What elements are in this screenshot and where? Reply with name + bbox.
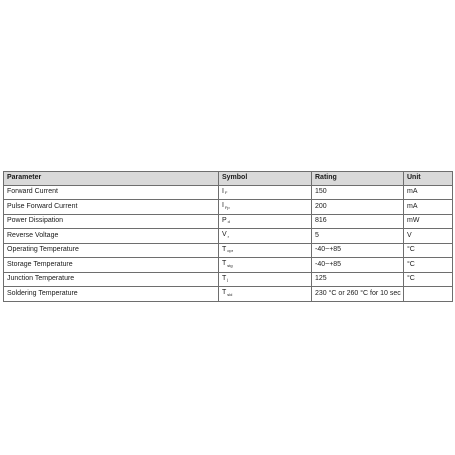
cell-unit: mW — [404, 214, 453, 229]
cell-unit: mA — [404, 185, 453, 200]
header-parameter: Parameter — [4, 172, 219, 186]
header-symbol: Symbol — [219, 172, 312, 186]
symbol-subscript: Fp — [224, 204, 230, 210]
cell-parameter: Operating Temperature — [4, 243, 219, 258]
cell-parameter: Junction Temperature — [4, 272, 219, 287]
cell-unit: V — [404, 229, 453, 244]
symbol-letter: T — [222, 245, 227, 253]
table-row — [4, 243, 453, 258]
cell-symbol — [219, 258, 312, 273]
table-row — [4, 200, 453, 215]
table-header — [4, 172, 453, 186]
symbol-letter: V — [222, 231, 227, 239]
symbol-subscript: F — [224, 190, 228, 196]
symbol-letter: T — [222, 260, 227, 268]
cell-parameter: Pulse Forward Current — [4, 200, 219, 215]
table-row — [4, 214, 453, 229]
cell-symbol — [219, 229, 312, 244]
cell-rating: 200 — [312, 200, 404, 215]
cell-rating: 125 — [312, 272, 404, 287]
symbol-subscript: d — [227, 219, 230, 225]
symbol-subscript: r — [227, 233, 230, 239]
header-row — [4, 172, 453, 186]
table-row — [4, 287, 453, 302]
cell-rating: -40~+85 — [312, 258, 404, 273]
cell-symbol — [219, 214, 312, 229]
symbol-letter: I — [222, 187, 224, 195]
cell-symbol — [219, 272, 312, 287]
cell-parameter: Forward Current — [4, 185, 219, 200]
table-row — [4, 185, 453, 200]
cell-rating: 230 °C or 260 °C for 10 sec — [312, 287, 404, 302]
header-unit: Unit — [404, 172, 453, 186]
cell-unit: °C — [404, 258, 453, 273]
symbol-subscript: sld — [227, 291, 233, 297]
cell-rating: 816 — [312, 214, 404, 229]
cell-unit: mA — [404, 200, 453, 215]
cell-parameter: Soldering Temperature — [4, 287, 219, 302]
symbol-letter: P — [222, 216, 227, 224]
cell-rating: -40~+85 — [312, 243, 404, 258]
symbol-letter: T — [222, 274, 227, 282]
table-row — [4, 229, 453, 244]
cell-symbol — [219, 200, 312, 215]
symbol-subscript: stg — [227, 262, 233, 268]
cell-parameter: Storage Temperature — [4, 258, 219, 273]
absolute-ratings-table — [3, 171, 453, 302]
cell-symbol — [219, 287, 312, 302]
cell-unit: °C — [404, 272, 453, 287]
symbol-subscript: opr — [227, 248, 234, 254]
cell-symbol — [219, 243, 312, 258]
symbol-letter: T — [222, 289, 227, 297]
cell-symbol — [219, 185, 312, 200]
header-rating: Rating — [312, 172, 404, 186]
cell-unit — [404, 287, 453, 302]
cell-unit: °C — [404, 243, 453, 258]
cell-rating: 5 — [312, 229, 404, 244]
cell-parameter: Reverse Voltage — [4, 229, 219, 244]
cell-parameter: Power Dissipation — [4, 214, 219, 229]
symbol-subscript: j — [227, 277, 229, 283]
table-body — [4, 185, 453, 301]
table-row — [4, 258, 453, 273]
symbol-letter: I — [222, 202, 224, 210]
table-row — [4, 272, 453, 287]
cell-rating: 150 — [312, 185, 404, 200]
